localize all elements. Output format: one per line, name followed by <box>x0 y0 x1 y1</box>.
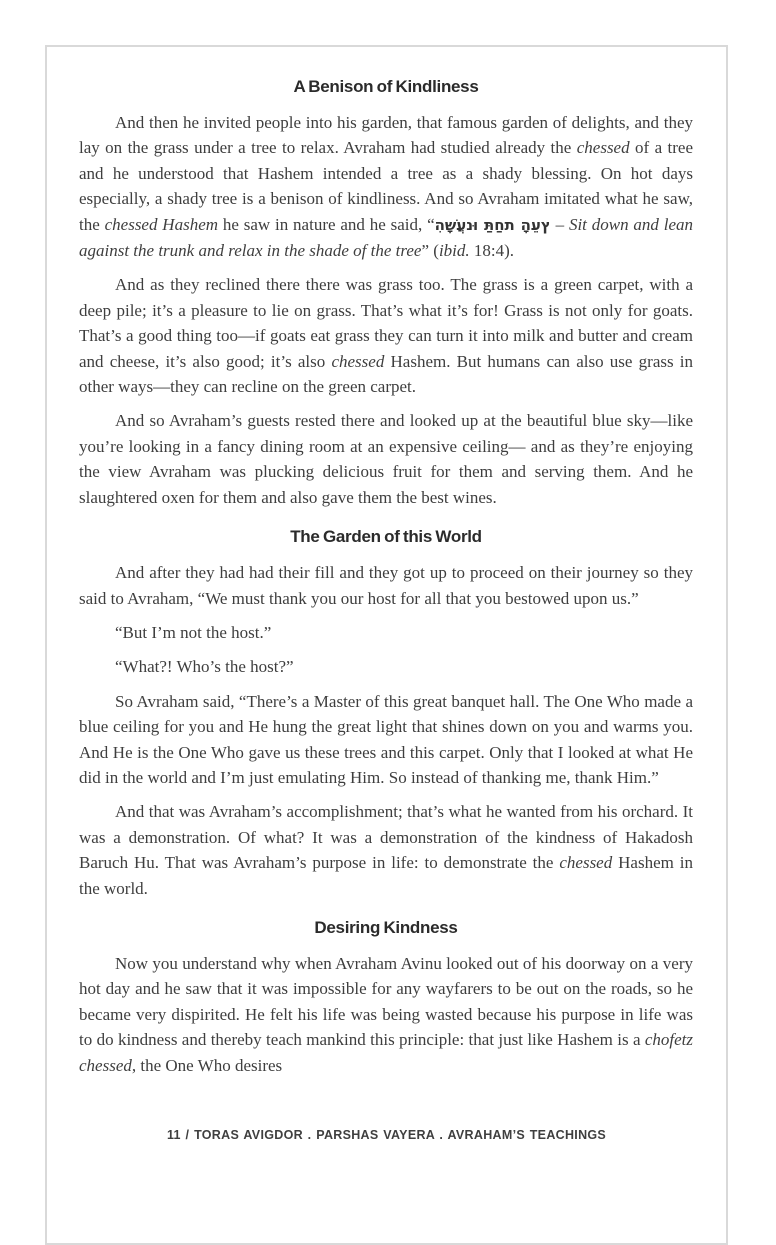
text-run: he saw in nature and he said, “ <box>218 214 435 234</box>
italic-text-run: chessed <box>331 351 385 371</box>
section-heading: Desiring Kindness <box>314 917 458 937</box>
hebrew-quote: הִשָּׁעֲנוּ תַּחַת הָעֵץ <box>434 215 551 234</box>
body-paragraph <box>79 799 693 901</box>
text-run: Hashem. But humans can also use grass in other ways—they can recline on the green carpet. <box>79 351 694 397</box>
page-footer: 11 / TORAS AVIGDOR . PARSHAS VAYERA . AVRAHAM’S TEACHINGS <box>166 1128 607 1142</box>
italic-text-run: chofetz chessed <box>79 1030 693 1075</box>
book-page <box>45 45 728 1245</box>
italic-text-run: ibid. <box>438 241 470 261</box>
body-paragraph <box>79 272 693 399</box>
italic-text-run: chessed <box>576 138 630 158</box>
text-run: , the One Who desires <box>131 1055 283 1075</box>
text-run: And then he invited people into his garden, that famous garden of delights, and they lay on the grass under a tree to relax. Avraham had studied already the <box>79 113 693 158</box>
text-run: Now you understand why when Avraham Avinu looked out of his doorway on a very hot day and he saw that it was impossible for any wayfarers to be out on the roads, so he became very dispirited. He felt his life was being wasted because his purpose in life was to do kindness and thereby teach mankind this principle: that just like Hashem is a <box>79 953 693 1050</box>
body-paragraph <box>79 951 693 1078</box>
document-content <box>79 77 693 1078</box>
text-run: And as they reclined there there was grass too. The grass is a green carpet, with a deep pile; it’s a pleasure to lie on grass. That’s what it’s for! Grass is not only for goats. That’s a good thing too—if goats eat grass they can turn it into milk and butter and cream and cheese, it’s also good; it’s also <box>79 275 693 371</box>
text-run: So Avraham said, “There’s a Master of this great banquet hall. The One Who made a blue ceiling for you and He hung the great light that shines down on you and warms you. And He is the One Who gave us these trees and this carpet. Only that I looked at what He did in the world and I’m just emulating Him. So instead of thanking me, thank Him.” <box>79 691 693 787</box>
body-paragraph <box>79 408 693 510</box>
section-heading: The Garden of this World <box>290 527 482 547</box>
text-run: of a tree and he understood that Hashem intended a tree as a shady blessing. On hot days especially, a shady tree is a benison of kindliness. And so Avraham imitated what he saw, the <box>79 138 693 234</box>
body-paragraph <box>79 620 693 645</box>
body-paragraph <box>79 654 693 679</box>
text-run: And so Avraham’s guests rested there and looked up at the beautiful blue sky—like you’re looking in a fancy dining room at an expensive ceiling— and as they’re enjoying the view Avraham was plucking delicious fruit for them and serving them. And he slaughtered oxen for them and also gave them the best wines. <box>79 411 693 507</box>
body-paragraph <box>79 110 693 263</box>
text-run: “What?! Who’s the host?” <box>115 657 294 677</box>
italic-text-run: chessed Hashem <box>104 214 219 234</box>
italic-text-run: chessed <box>559 853 613 873</box>
body-paragraph <box>79 560 693 611</box>
text-run: 18:4). <box>469 241 515 261</box>
text-run: “But I’m not the host.” <box>115 622 272 642</box>
text-run: And after they had had their fill and they got up to proceed on their journey so they said to Avraham, “We must thank you our host for all that you bestowed upon us.” <box>79 563 693 608</box>
section-heading: A Benison of Kindliness <box>293 77 479 96</box>
text-run: ” ( <box>421 241 439 261</box>
italic-text-run: Sit down and lean against the trunk and relax in the shade of the tree <box>79 214 693 261</box>
body-paragraph <box>79 689 693 791</box>
text-run: And that was Avraham’s accomplishment; that’s what he wanted from his orchard. It was a demonstration. Of what? It was a demonstration of the kindness of Hakadosh Baruch Hu. That was Avraham’s purpose in life: to demonstrate the <box>79 802 693 873</box>
text-run: Hashem in the world. <box>79 853 693 898</box>
text-run: – <box>550 214 569 234</box>
